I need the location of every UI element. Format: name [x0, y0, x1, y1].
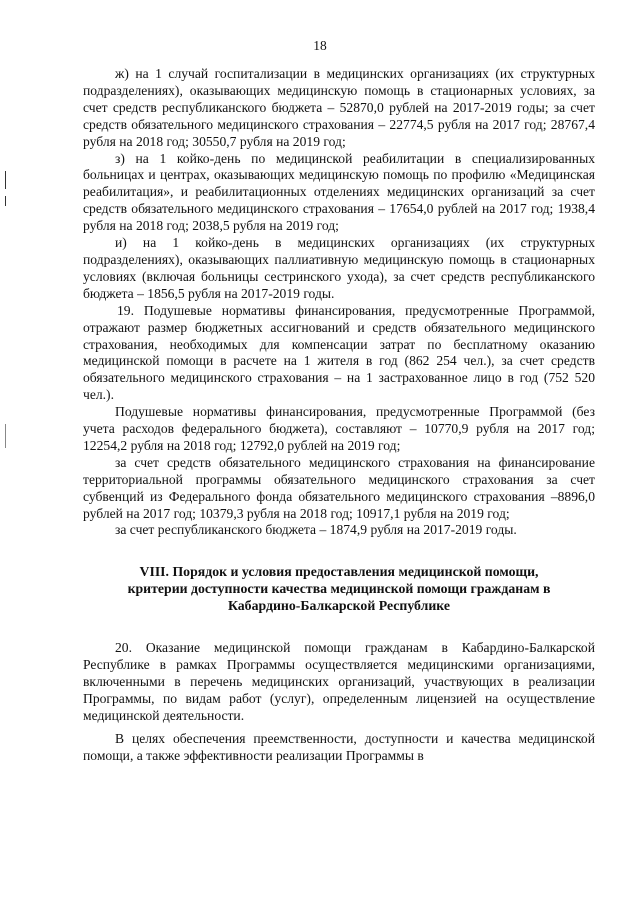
paragraph-last: В целях обеспечения преемственности, доступности и качества медицинской помощи, а также эффективности реализации Программы в: [83, 730, 595, 763]
section-heading-line: VIII. Порядок и условия предоставления медицинской помощи,: [139, 564, 539, 580]
paragraph-oms: за счет средств обязательного медицинского страхования на финансирование территориальной программы обязательного медицинского страхования за счет субвенций из Федерального фонда обязательного медицинского страхования –8896,0 рублей на 2017 год; 10379,3 рубля на 2018 год; 10917,1 рубля на 2019 год;: [83, 454, 595, 521]
section-heading-line: Кабардино-Балкарской Республике: [227, 598, 451, 614]
section-heading: [83, 563, 595, 614]
margin-mark: [5, 171, 6, 189]
paragraph-20: 20. Оказание медицинской помощи гражданам в Кабардино-Балкарской Республике в рамках Программы осуществляется медицинскими организациями, включенными в перечень медицинских организаций, участвующих в реализации Программы, по видам работ (услуг), определенным лицензией на осуществление медицинской деятельности.: [83, 640, 595, 723]
paragraph-normatives: Подушевые нормативы финансирования, предусмотренные Программой (без учета расходов федерального бюджета), составляют – 10770,9 рубля на 2017 год; 12254,2 рубля на 2018 год; 12792,0 рублей на 2019 год;: [83, 404, 595, 453]
paragraph-zh: ж) на 1 случай госпитализации в медицинских организациях (их структурных подразделениях), оказывающих медицинскую помощь в стационарных условиях, за счет средств республиканского бюджета – 52870,0 рублей на 2017-2019 годы; за счет средств обязательного медицинского страхования – 22774,5 рубля на 2017 год; 28767,4 рубля на 2018 год; 30550,7 рубля на 2019 год;: [83, 66, 595, 149]
margin-mark: [5, 424, 6, 448]
paragraph-z: з) на 1 койко-день по медицинской реабилитации в специализированных больницах и центрах, оказывающих медицинскую помощь по профилю «Медицинская реабилитация», и реабилитационных отделениях медицинских организаций за счет средств обязательного медицинского страхования – 17654,0 рублей на 2017 год; 1938,4 рубля на 2018 год; 2038,5 рубля на 2019 год;: [83, 150, 595, 234]
page-number: 18: [313, 38, 327, 53]
paragraph-i: и) на 1 койко-день в медицинских организациях (их структурных подразделениях), оказывающих паллиативную медицинскую помощь в стационарных условиях (включая больницы сестринского ухода), за счет средств республиканского бюджета – 1856,5 рубля на 2017-2019 годы.: [83, 235, 595, 301]
margin-mark: [5, 196, 6, 206]
paragraph-republic-budget: за счет республиканского бюджета – 1874,9 рубля на 2017-2019 годы.: [115, 522, 517, 538]
document-body: [83, 66, 595, 765]
paragraph-19: 19. Подушевые нормативы финансирования, предусмотренные Программой, отражают размер бюджетных ассигнований и средств обязательного медицинского страхования, необходимых для компенсации затрат по бесплатному оказанию медицинской помощи в расчете на 1 жителя в год (862 254 чел.), за счет средств обязательного медицинского страхования – на 1 застрахованное лицо в год (752 520 чел.).: [83, 302, 595, 403]
section-heading-line: критерии доступности качества медицинской помощи гражданам в: [127, 581, 551, 597]
